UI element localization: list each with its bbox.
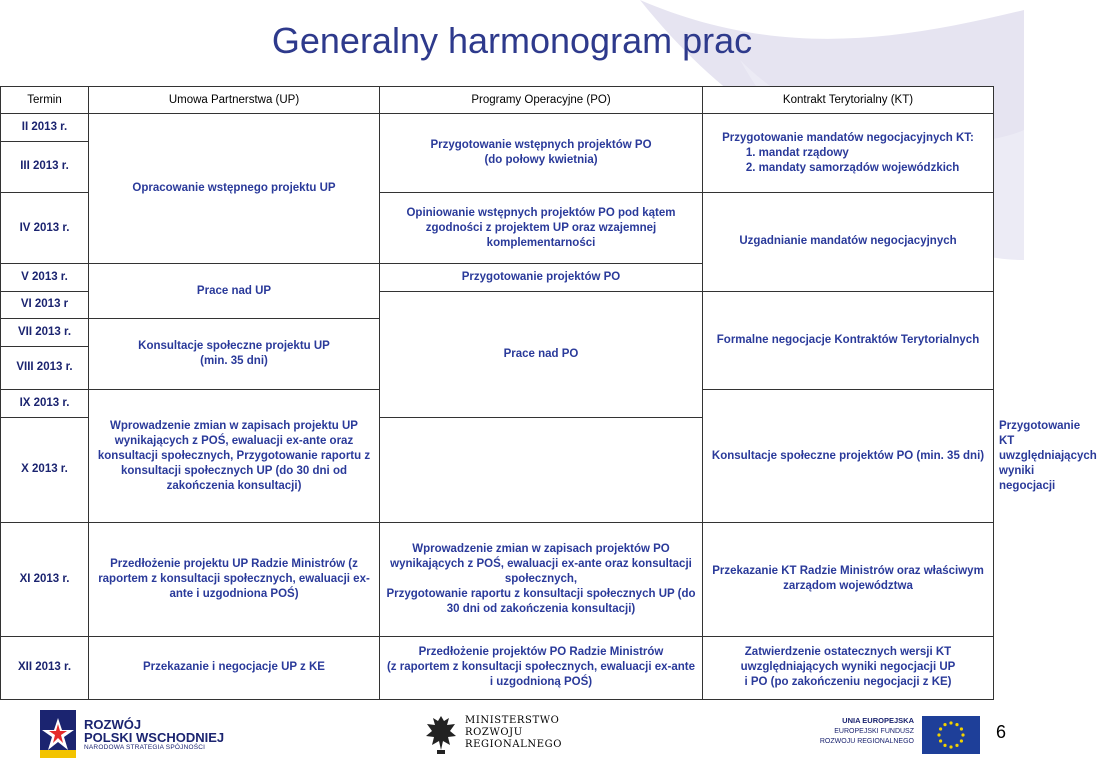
po-submission-line1: Przedłożenie projektów PO Radzie Ministrów bbox=[418, 646, 664, 659]
list-item: 1. mandat rządowy bbox=[759, 146, 960, 161]
po-cell-draft bbox=[380, 114, 703, 192]
up-cell-negotiations: Przekazanie i negocjacje UP z KE bbox=[89, 636, 380, 699]
kt-approval-line2: i PO (po zakończeniu negocjacji z KE) bbox=[744, 676, 952, 689]
term-cell: XII 2013 r. bbox=[1, 636, 89, 699]
eu-logo-text bbox=[800, 716, 914, 747]
up-cell-submission: Przedłożenie projektu UP Radzie Ministrów (z raportem z konsultacji społecznych, ewaluacji ex-ante i uzgodniona POŚ) bbox=[89, 522, 380, 636]
up-cell-work: Prace nad UP bbox=[89, 264, 380, 319]
list-item: 2. mandaty samorządów wojewódzkich bbox=[759, 161, 960, 176]
eu-line1: UNIA EUROPEJSKA bbox=[842, 716, 914, 725]
eu-line2: EUROPEJSKI FUNDUSZ bbox=[834, 728, 914, 735]
table-header-row bbox=[1, 87, 994, 114]
rpw-line1: ROZWÓJ bbox=[84, 717, 142, 732]
schedule-table bbox=[0, 86, 1097, 700]
term-cell: VII 2013 r. bbox=[1, 319, 89, 346]
term-cell: IX 2013 r. bbox=[1, 390, 89, 417]
table-row: IX 2013 r. Wprowadzenie zmian w zapisach projektu UP wynikających z POŚ, ewaluacji ex-ante oraz konsultacji społecznych, Przygotowanie raportu z konsultacji społecznych UP (do 30 dni od zakończenia konsultacji) Konsultacje społeczne projektów PO (min. 35 dni) Przygotowanie KT uwzględniających wyniki negocjacji bbox=[1, 390, 994, 417]
eagle-emblem-icon bbox=[423, 712, 459, 756]
header-termin: Termin bbox=[1, 87, 89, 114]
up-cell-changes: Wprowadzenie zmian w zapisach projektu UP wynikających z POŚ, ewaluacji ex-ante oraz konsultacji społecznych, Przygotowanie raportu z konsultacji społecznych UP (do 30 dni od zakończenia konsultacji) bbox=[89, 390, 380, 522]
term-cell: VIII 2013 r. bbox=[1, 346, 89, 390]
table-row bbox=[1, 522, 994, 636]
rozwoj-polski-wschodniej-logo bbox=[40, 708, 240, 760]
up-cell-draft: Opracowanie wstępnego projektu UP bbox=[89, 114, 380, 264]
kt-cell-submission: Przekazanie KT Radzie Ministrów oraz właściwym zarządom województwa bbox=[703, 522, 994, 636]
po-cell-review: Opiniowanie wstępnych projektów PO pod kątem zgodności z projektem UP oraz wzajemnej komplementarności bbox=[380, 192, 703, 263]
kt-mandates-title: Przygotowanie mandatów negocjacyjnych KT: bbox=[722, 131, 974, 144]
up-consultations-line2: (min. 35 dni) bbox=[200, 355, 268, 368]
po-cell-changes bbox=[380, 522, 703, 636]
eu-flag-icon bbox=[922, 716, 980, 754]
footer-logos bbox=[0, 700, 1024, 768]
term-cell: IV 2013 r. bbox=[1, 192, 89, 263]
po-cell-consultations: Konsultacje społeczne projektów PO (min. 35 dni) bbox=[703, 390, 994, 522]
po-cell-submission bbox=[380, 636, 703, 699]
slide-title: Generalny harmonogram prac bbox=[271, 20, 753, 61]
header-up: Umowa Partnerstwa (UP) bbox=[89, 87, 380, 114]
page-number: 6 bbox=[996, 722, 1007, 742]
ministry-line1: MINISTERSTWO bbox=[465, 715, 560, 726]
table-row bbox=[1, 636, 994, 699]
rpw-line2: POLSKI WSCHODNIEJ bbox=[84, 730, 225, 745]
kt-cell-approval bbox=[703, 636, 994, 699]
po-cell-draft-line1: Przygotowanie wstępnych projektów PO bbox=[430, 139, 652, 152]
kt-cell-mandates bbox=[703, 114, 994, 192]
po-cell-work: Prace nad PO bbox=[380, 291, 703, 417]
term-cell: V 2013 r. bbox=[1, 264, 89, 291]
po-changes-line1: Wprowadzenie zmian w zapisach projektów PO wynikających z POŚ, ewaluacji ex-ante oraz konsultacji społecznych, bbox=[390, 542, 692, 585]
eu-line3: ROZWOJU REGIONALNEGO bbox=[819, 738, 914, 745]
ministry-logo bbox=[423, 712, 603, 758]
kt-cell-negotiations: Formalne negocjacje Kontraktów Terytorialnych bbox=[703, 291, 994, 390]
table-row bbox=[1, 114, 994, 141]
ministry-logo-text bbox=[465, 715, 562, 751]
ministry-line3: REGIONALNEGO bbox=[465, 739, 563, 750]
up-cell-consultations bbox=[89, 319, 380, 390]
po-changes-line2: Przygotowanie raportu z konsultacji społecznych UP (do 30 dni od zakończenia konsultacji) bbox=[386, 587, 696, 615]
kt-mandates-list bbox=[737, 146, 960, 176]
up-consultations-line1: Konsultacje społeczne projektu UP bbox=[138, 340, 330, 353]
header-po: Programy Operacyjne (PO) bbox=[380, 87, 703, 114]
eu-fund-logo bbox=[800, 712, 980, 758]
term-cell: III 2013 r. bbox=[1, 141, 89, 192]
rpw-logo-text bbox=[84, 718, 224, 744]
term-cell: XI 2013 r. bbox=[1, 522, 89, 636]
po-cell-preparation: Przygotowanie projektów PO bbox=[380, 264, 703, 291]
kt-cell-agreeing: Uzgadnianie mandatów negocjacyjnych bbox=[703, 192, 994, 291]
term-cell: VI 2013 r bbox=[1, 291, 89, 318]
kt-approval-line1: Zatwierdzenie ostatecznych wersji KT uwzględniających wyniki negocjacji UP bbox=[740, 646, 956, 674]
term-cell: X 2013 r. bbox=[1, 417, 89, 522]
term-cell: II 2013 r. bbox=[1, 114, 89, 141]
rpw-star-icon bbox=[40, 710, 76, 758]
ministry-line2: ROZWOJU bbox=[465, 727, 523, 738]
po-submission-line2: (z raportem z konsultacji społecznych, ewaluacji ex-ante i uzgodnioną POŚ) bbox=[386, 661, 696, 689]
po-cell-draft-line2: (do połowy kwietnia) bbox=[484, 154, 598, 167]
rpw-line3: NARODOWA STRATEGIA SPÓJNOŚCI bbox=[84, 744, 206, 751]
header-kt: Kontrakt Terytorialny (KT) bbox=[703, 87, 994, 114]
